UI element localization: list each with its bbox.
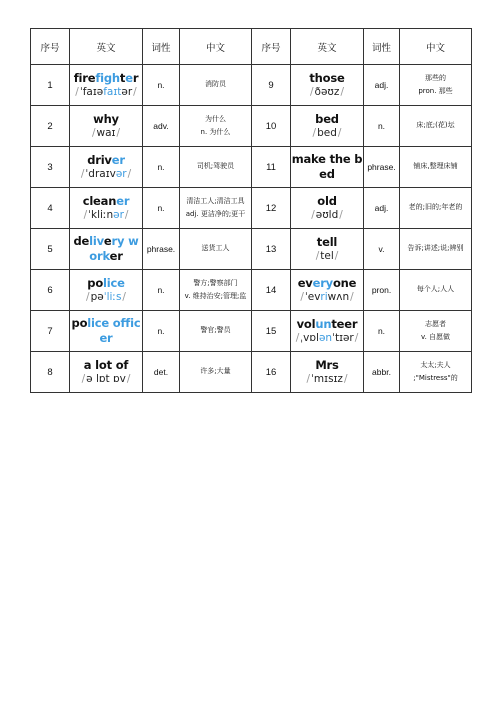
word-segment: one: [332, 275, 357, 290]
meaning-line: n. 为什么: [200, 128, 231, 136]
meaning-line: 铺床,整理床铺: [413, 162, 458, 171]
word-segment: po: [71, 316, 88, 331]
meaning-line: 清洁工人;清洁工具: [186, 196, 245, 205]
word-highlight-segment: ry: [111, 234, 125, 249]
meaning-line: 许多;大量: [200, 367, 231, 376]
table-row: [31, 352, 472, 393]
word-segment: t: [119, 70, 126, 85]
english-word: [291, 317, 363, 332]
word-highlight-segment: cer: [99, 316, 141, 345]
part-of-speech: n.: [143, 188, 180, 229]
entry-number: 4: [31, 188, 70, 229]
chinese-meaning: [400, 188, 472, 229]
word-segment: fire: [73, 70, 96, 85]
phonetic-highlight-segment: ən: [318, 331, 333, 344]
word-highlight-segment: er: [111, 152, 125, 167]
word-highlight-segment: e: [125, 70, 133, 85]
meaning-line: 床;底;(花)坛: [416, 121, 455, 130]
part-of-speech: adj.: [364, 188, 400, 229]
word-segment: those: [309, 70, 345, 85]
phonetic-transcription: /tel/: [315, 249, 339, 262]
entry-number: 12: [252, 188, 291, 229]
word-highlight-segment: lice: [103, 275, 125, 290]
table-row: [31, 65, 472, 106]
phonetic-transcription: /ˈmɪsɪz/: [306, 372, 348, 385]
part-of-speech: abbr.: [364, 352, 400, 393]
entry-english-cell: [291, 147, 364, 188]
english-word: [70, 276, 142, 291]
table-row: [31, 311, 472, 352]
phonetic-transcription: /ðəʊz/: [310, 85, 344, 98]
phonetic-segment: wʌn: [327, 290, 350, 303]
entry-number: 15: [252, 311, 291, 352]
chinese-meaning: [400, 106, 472, 147]
phonetic-highlight-segment: ər: [113, 208, 124, 221]
table-row: [31, 270, 472, 311]
entry-english-cell: [70, 229, 143, 270]
part-of-speech: adj.: [364, 65, 400, 106]
part-of-speech: n.: [364, 106, 400, 147]
chinese-meaning: [180, 106, 252, 147]
part-of-speech: det.: [143, 352, 180, 393]
entry-english-cell: [70, 106, 143, 147]
phonetic-transcription: /ə lɒt ɒv/: [81, 372, 131, 385]
word-segment: e: [103, 234, 112, 249]
phonetic-segment: ˈdraɪv: [85, 167, 116, 180]
chinese-meaning: [400, 270, 472, 311]
header-chinese: 中文: [400, 29, 472, 65]
meaning-line: 那些的: [425, 73, 446, 82]
entry-english-cell: [70, 147, 143, 188]
phonetic-highlight-segment: faɪt: [103, 85, 122, 98]
word-segment: ev: [297, 275, 313, 290]
word-highlight-segment: ery: [312, 275, 333, 290]
english-word: [291, 194, 363, 209]
phonetic-segment: ˌvɒl: [300, 331, 319, 344]
entry-english-cell: [291, 270, 364, 311]
phonetic-segment: ˈkliːn: [88, 208, 114, 221]
meaning-line: 警方;警察部门: [193, 278, 238, 287]
entry-number: 6: [31, 270, 70, 311]
english-word: [70, 316, 142, 346]
entry-english-cell: [291, 229, 364, 270]
chinese-meaning: [400, 352, 472, 393]
word-segment: po: [87, 275, 104, 290]
vocabulary-table: [30, 28, 472, 393]
meaning-line: v. 自愿做: [420, 333, 451, 341]
english-word: [291, 235, 363, 250]
meaning-line: v. 维持治安;管理;监: [184, 292, 247, 300]
chinese-meaning: [180, 188, 252, 229]
word-segment: why: [93, 111, 119, 126]
word-highlight-segment: offi: [112, 316, 134, 331]
phonetic-segment: ˈfaɪə: [79, 85, 104, 98]
entry-english-cell: [291, 65, 364, 106]
table-row: [31, 188, 472, 229]
phonetic-transcription: /waɪ/: [91, 126, 121, 139]
word-highlight-segment: lice: [87, 316, 109, 331]
meaning-line: 太太;夫人: [420, 360, 451, 369]
phonetic-segment: ˈmɪsɪz: [311, 372, 343, 385]
header-english: 英文: [70, 29, 143, 65]
phonetic-segment: əʊld: [315, 208, 339, 221]
entry-number: 3: [31, 147, 70, 188]
meaning-line: 送货工人: [201, 244, 230, 253]
word-highlight-segment: work: [89, 234, 139, 263]
part-of-speech: n.: [143, 270, 180, 311]
phonetic-segment: ˈev: [304, 290, 321, 303]
phonetic-transcription: /əʊld/: [311, 208, 343, 221]
phonetic-segment: waɪ: [96, 126, 116, 139]
phonetic-transcription: /ˈkliːnər/: [83, 208, 129, 221]
entry-english-cell: [291, 311, 364, 352]
part-of-speech: n.: [364, 311, 400, 352]
meaning-line: 每个人;人人: [416, 285, 455, 294]
entry-number: 7: [31, 311, 70, 352]
phonetic-highlight-segment: ˈliːs: [103, 290, 122, 303]
header-number: 序号: [252, 29, 291, 65]
meaning-line: pron. 那些: [418, 87, 453, 95]
chinese-meaning: [400, 229, 472, 270]
part-of-speech: pron.: [364, 270, 400, 311]
header-chinese: 中文: [180, 29, 252, 65]
english-word: [70, 153, 142, 168]
word-segment: teer: [331, 316, 358, 331]
word-segment: make the bed: [291, 152, 363, 181]
english-word: [291, 358, 363, 373]
english-word: [291, 152, 363, 182]
word-segment: clean: [82, 193, 117, 208]
phonetic-segment: pə: [90, 290, 104, 303]
phonetic-segment: bed: [317, 126, 337, 139]
entry-english-cell: [70, 270, 143, 311]
entry-number: 5: [31, 229, 70, 270]
word-segment: de: [73, 234, 90, 249]
part-of-speech: phrase.: [364, 147, 400, 188]
phonetic-transcription: /ˈfaɪəfaɪtər/: [75, 85, 137, 98]
phonetic-transcription: /bed/: [312, 126, 342, 139]
meaning-line: adj. 更洁净的;更干: [185, 210, 246, 218]
part-of-speech: phrase.: [143, 229, 180, 270]
entry-english-cell: [70, 352, 143, 393]
header-row: [31, 29, 472, 65]
entry-number: 8: [31, 352, 70, 393]
entry-number: 13: [252, 229, 291, 270]
phonetic-transcription: /pəˈliːs/: [86, 290, 126, 303]
entry-english-cell: [70, 311, 143, 352]
phonetic-segment: ə lɒt ɒv: [86, 372, 126, 385]
phonetic-segment: tel: [320, 249, 334, 262]
meaning-line: 告诉;讲述;说;辨别: [407, 244, 464, 253]
header-part-of-speech: 词性: [364, 29, 400, 65]
entry-number: 14: [252, 270, 291, 311]
word-segment: tell: [316, 234, 338, 249]
phonetic-transcription: /ˌvɒlənˈtɪər/: [295, 331, 359, 344]
word-segment: a lot of: [83, 357, 129, 372]
word-segment: bed: [315, 111, 339, 126]
word-highlight-segment: figh: [95, 70, 120, 85]
entry-english-cell: [291, 352, 364, 393]
entry-number: 9: [252, 65, 291, 106]
english-word: [291, 71, 363, 86]
word-highlight-segment: liv: [89, 234, 104, 249]
word-highlight-segment: er: [116, 193, 130, 208]
table-row: [31, 229, 472, 270]
chinese-meaning: [180, 270, 252, 311]
entry-english-cell: [70, 65, 143, 106]
english-word: [70, 234, 142, 264]
entry-english-cell: [291, 106, 364, 147]
chinese-meaning: [180, 147, 252, 188]
entry-english-cell: [70, 188, 143, 229]
word-segment: r: [132, 70, 139, 85]
phonetic-segment: ər: [121, 85, 133, 98]
word-segment: driv: [87, 152, 112, 167]
meaning-line: 警官;警员: [200, 326, 231, 335]
phonetic-highlight-segment: ri: [320, 290, 328, 303]
phonetic-transcription: /ˈdraɪvər/: [80, 167, 132, 180]
word-segment: er: [109, 249, 123, 263]
meaning-line: 志愿者: [425, 319, 446, 328]
phonetic-transcription: /ˈevriwʌn/: [300, 290, 354, 303]
entry-number: 2: [31, 106, 70, 147]
phonetic-segment: ˈtɪər: [332, 331, 354, 344]
chinese-meaning: [180, 65, 252, 106]
chinese-meaning: [180, 311, 252, 352]
header-part-of-speech: 词性: [143, 29, 180, 65]
word-segment: vol: [296, 316, 316, 331]
header-english: 英文: [291, 29, 364, 65]
meaning-line: 消防员: [205, 80, 226, 89]
english-word: [291, 112, 363, 127]
part-of-speech: adv.: [143, 106, 180, 147]
english-word: [70, 71, 142, 86]
english-word: [291, 276, 363, 291]
english-word: [70, 112, 142, 127]
table-body: [31, 65, 472, 393]
word-segment: old: [317, 193, 337, 208]
part-of-speech: v.: [364, 229, 400, 270]
entry-number: 1: [31, 65, 70, 106]
chinese-meaning: [180, 352, 252, 393]
word-highlight-segment: un: [315, 316, 332, 331]
meaning-line: 老的;旧的;年老的: [408, 203, 463, 212]
entry-number: 11: [252, 147, 291, 188]
entry-number: 16: [252, 352, 291, 393]
part-of-speech: n.: [143, 65, 180, 106]
part-of-speech: n.: [143, 147, 180, 188]
phonetic-highlight-segment: ər: [115, 167, 127, 180]
meaning-line: 为什么: [205, 114, 226, 123]
chinese-meaning: [400, 311, 472, 352]
entry-english-cell: [291, 188, 364, 229]
header-number: 序号: [31, 29, 70, 65]
table-row: [31, 147, 472, 188]
chinese-meaning: [400, 147, 472, 188]
meaning-line: ;"Mistress"的: [413, 374, 458, 382]
part-of-speech: n.: [143, 311, 180, 352]
table-row: [31, 106, 472, 147]
chinese-meaning: [400, 65, 472, 106]
word-segment: Mrs: [315, 357, 339, 372]
entry-number: 10: [252, 106, 291, 147]
chinese-meaning: [180, 229, 252, 270]
meaning-line: 司机;驾驶员: [196, 162, 235, 171]
english-word: [70, 358, 142, 373]
english-word: [70, 194, 142, 209]
phonetic-segment: ðəʊz: [314, 85, 340, 98]
